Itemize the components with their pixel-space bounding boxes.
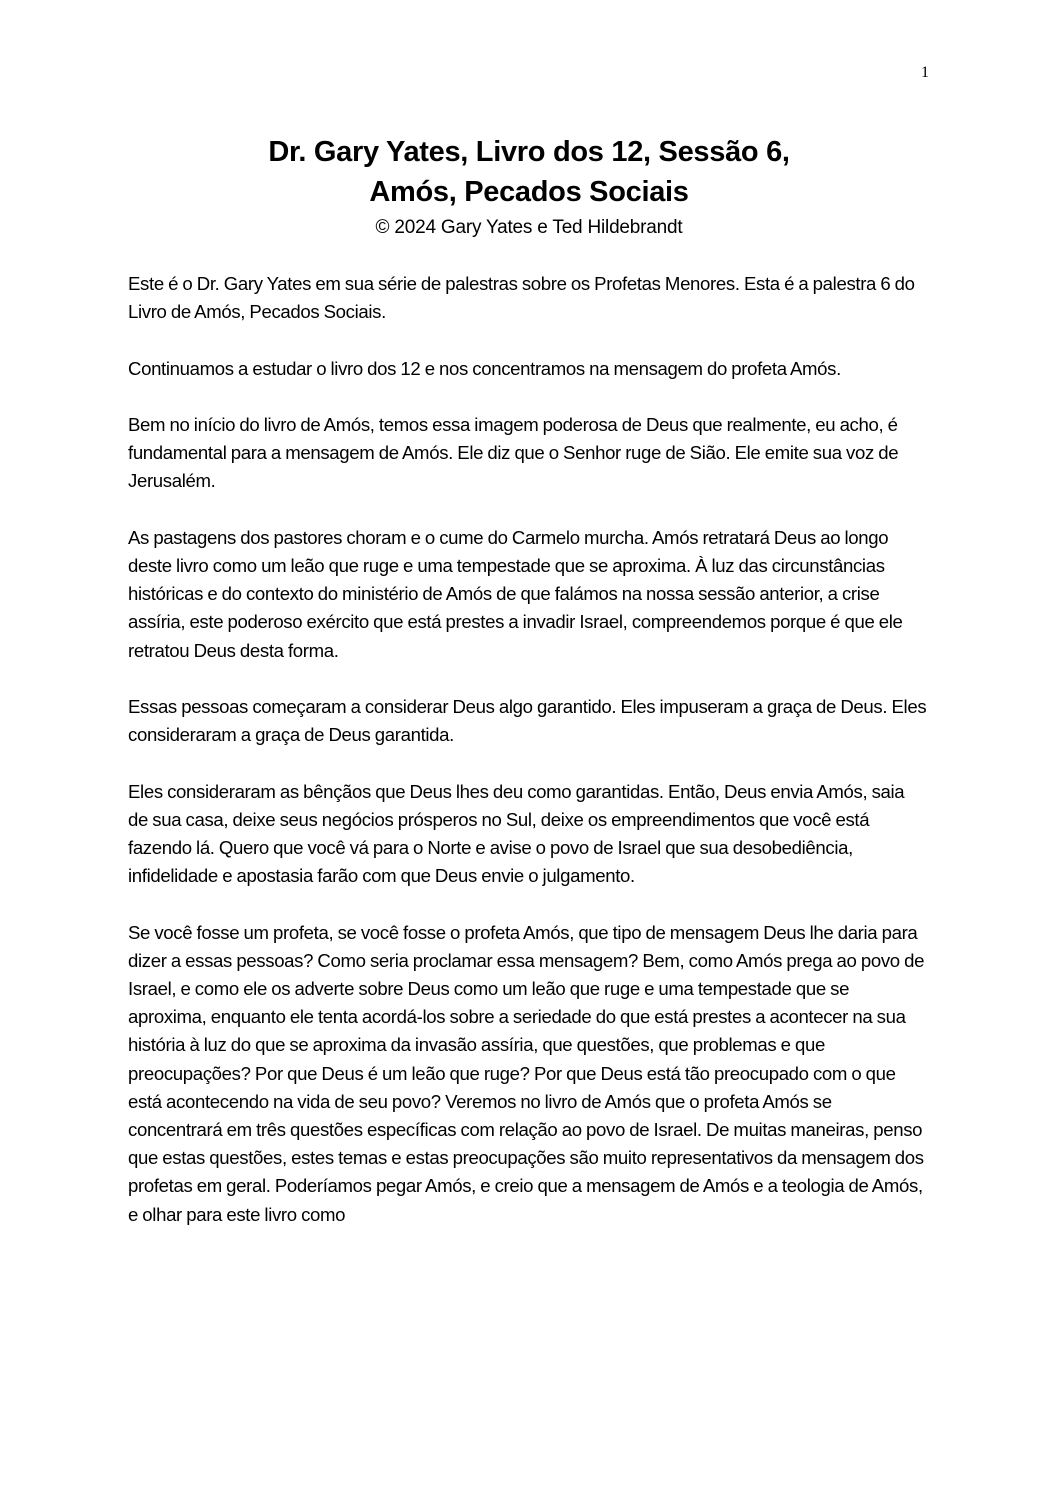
paragraph: As pastagens dos pastores choram e o cume do Carmelo murcha. Amós retratará Deus ao longo deste livro como um leão que ruge e uma tempestade que se aproxima. À luz das circunstâncias históricas e do contexto do ministério de Amós de que falámos na nossa sessão anterior, a crise assíria, este poderoso exército que está prestes a invadir Israel, compreendemos porque é que ele retratou Deus desta forma. [128,526,903,661]
paragraph: Este é o Dr. Gary Yates em sua série de palestras sobre os Profetas Menores. Esta é a palestra 6 do Livro de Amós, Pecados Sociais. [128,273,915,323]
paragraph: Essas pessoas começaram a considerar Deus algo garantido. Eles impuseram a graça de Deus. Eles consideraram a graça de Deus garantida. [128,695,927,746]
document-header [0,132,1058,242]
page-number: 1 [921,64,929,81]
paragraph: Continuamos a estudar o livro dos 12 e nos concentramos na mensagem do profeta Amós. [128,357,841,379]
paragraph: Se você fosse um profeta, se você fosse o profeta Amós, que tipo de mensagem Deus lhe daria para dizer a essas pessoas? Como seria proclamar essa mensagem? Bem, como Amós prega ao povo de Israel, e como ele os adverte sobre Deus como um leão que ruge e uma tempestade que se aproxima, enquanto ele tenta acordá-los sobre a seriedade do que está prestes a acontecer na sua história à luz do que se aproxima da invasão assíria, que questões, que problemas e que preocupações? Por que Deus é um leão que ruge? Por que Deus está tão preocupado com o que está acontecendo na vida de seu povo? Veremos no livro de Amós que o profeta Amós se concentrará em três questões específicas com relação ao povo de Israel. De muitas maneiras, penso que estas questões, estes temas e estas preocupações são muito representativos da mensagem dos profetas em geral. Poderíamos pegar Amós, e creio que a mensagem de Amós e a teologia de Amós, e olhar para este livro como [128,921,925,1225]
paragraph: Eles consideraram as bênçãos que Deus lhes deu como garantidas. Então, Deus envia Amós, saia de sua casa, deixe seus negócios prósperos no Sul, deixe os empreendimentos que você está fazendo lá. Quero que você vá para o Norte e avise o povo de Israel que sua desobediência, infidelidade e apostasia farão com que Deus envie o julgamento. [128,780,905,887]
document-body [128,270,928,1257]
copyright-notice: © 2024 Gary Yates e Ted Hildebrandt [375,217,683,238]
document-title-line-1: Dr. Gary Yates, Livro dos 12, Sessão 6, [268,136,790,168]
document-title-line-2: Amós, Pecados Sociais [369,176,689,208]
paragraph: Bem no início do livro de Amós, temos essa imagem poderosa de Deus que realmente, eu acho, é fundamental para a mensagem de Amós. Ele diz que o Senhor ruge de Sião. Ele emite sua voz de Jerusalém. [128,413,899,492]
